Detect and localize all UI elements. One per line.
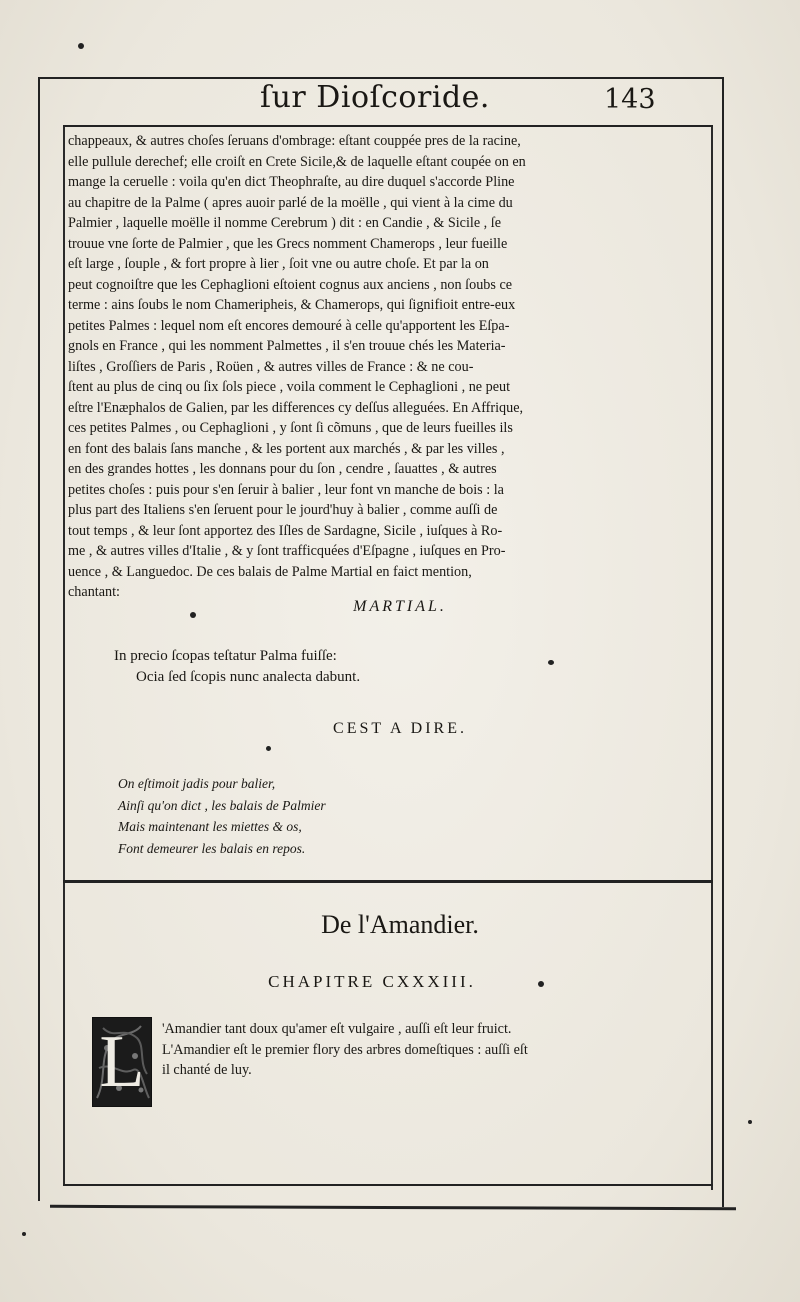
ink-speck — [548, 660, 554, 665]
passage-line: terme : ains ſoubs le nom Chameripheis, & Chamerops, qui ſignifioit entre-eux — [68, 297, 516, 313]
ink-speck — [266, 746, 271, 751]
section-title: De l'Amandier. — [321, 910, 479, 939]
quotation-attribution: MARTIAL. — [353, 598, 447, 615]
passage-line: chappeaux, & autres choſes ſeruans d'ombrage: eſtant couppée pres de la racine, — [68, 133, 521, 149]
ink-speck — [190, 612, 196, 618]
passage-line: liſtes , Groſſiers de Paris , Roüen , & autres villes de France : & ne cou- — [68, 358, 474, 375]
verse-line: Mais maintenant les miettes & os, — [118, 819, 302, 834]
chapter-line: L'Amandier eſt le premier flory des arbres domeſtiques : auſſi eſt — [162, 1041, 528, 1058]
ink-speck — [22, 1232, 26, 1236]
section-divider-rule — [63, 880, 713, 883]
ink-speck — [538, 981, 544, 987]
chapter-heading: CHAPITRE CXXXIII. — [268, 972, 476, 991]
passage-line: tout temps , & leur ſont apportez des Iſles de Sardagne, Sicile , iuſques à Ro- — [68, 522, 503, 539]
latin-epigram — [114, 646, 360, 688]
passage-line: petites choſes : puis pour s'en ſeruir à balier , leur font vn manche de bois : la — [68, 481, 504, 498]
passage-line: petites Palmes : lequel nom eſt encores demouré à celle qu'apportent les Eſpa- — [68, 317, 510, 334]
bottom-rule — [63, 1184, 713, 1186]
passage-line: elle pullule derechef; elle croiſt en Crete Sicile,& de laquelle eſtant coupée on en — [68, 153, 526, 170]
running-title: ſur Dioſcoride. — [260, 80, 490, 115]
french-verse — [118, 773, 326, 859]
latin-line: In precio ſcopas teſtatur Palma fuiſſe: — [114, 648, 337, 664]
outer-frame-right — [722, 77, 724, 1207]
outer-frame-left — [38, 77, 40, 1201]
ornamental-drop-cap — [92, 1017, 152, 1107]
page-number: 143 — [604, 84, 656, 115]
verse-line: On eſtimoit jadis pour balier, — [118, 776, 276, 791]
passage-line: mange la ceruelle : voila qu'en dict Theophraſte, au dire duquel s'accorde Pline — [68, 174, 515, 190]
drop-cap-letter: L — [99, 1021, 145, 1103]
chapter-line: 'Amandier tant doux qu'amer eſt vulgaire , auſſi eſt leur fruict. — [162, 1021, 512, 1037]
passage-line: plus part des Italiens s'en ſeruent pour le jourd'huy à balier , comme auſſi de — [68, 502, 498, 518]
outer-frame-bottom — [50, 1205, 736, 1210]
passage-line: ſtent au plus de cinq ou ſix ſols piece , voila comment le Cephaglioni , ne peut — [68, 379, 511, 395]
passage-line: ces petites Palmes , ou Cephaglioni , y ſont ſi cõmuns , que de leurs fueilles ils — [68, 420, 513, 436]
passage-line: Palmier , laquelle moëlle il nomme Cerebrum ) dit : en Candie , & Sicile , ſe — [68, 215, 502, 231]
inner-frame-left — [63, 125, 65, 1185]
passage-line: eſt large , ſouple , & fort propre à lier , ſoit vne ou autre choſe. Et par la on — [68, 256, 489, 272]
inner-frame-right — [711, 125, 713, 1190]
passage-line: au chapitre de la Palme ( apres auoir parlé de la moëlle , qui vient à la cime du — [68, 194, 513, 211]
chapter-line: il chanté de luy. — [162, 1062, 252, 1078]
passage-line: peut cognoiſtre que les Cephaglioni eſtoient cognus aux anciens , non ſoubs ce — [68, 276, 513, 293]
passage-line: gnols en France , qui les nomment Palmettes , il s'en trouue chés les Materia- — [68, 338, 506, 354]
header-rule — [63, 125, 713, 127]
passage-line: me , & autres villes d'Italie , & y ſont trafficquées d'Eſpagne , iuſques en Pro- — [68, 543, 506, 559]
passage-line: uence , & Languedoc. De ces balais de Palme Martial en faict mention, — [68, 563, 472, 580]
ink-speck — [78, 43, 84, 49]
passage-text — [68, 131, 708, 603]
chapter-text — [162, 1019, 710, 1081]
passage-line: eſtre l'Enæphalos de Galien, par les differences cy deſſus alleguées. En Affrique, — [68, 399, 524, 416]
passage-line: en des grandes hottes , les donnans pour du ſon , cendre , ſauattes , & autres — [68, 461, 497, 477]
latin-line: Ocia ſed ſcopis nunc analecta dabunt. — [136, 669, 361, 685]
passage-line: en font des balais ſans manche , & les portent aux marchés , & par les villes , — [68, 440, 505, 457]
ink-speck — [748, 1120, 752, 1124]
passage-line: trouue vne ſorte de Palmier , que les Grecs nomment Chamerops , leur fueille — [68, 235, 508, 252]
verse-line: Font demeurer les balais en repos. — [118, 840, 306, 856]
verse-line: Ainſi qu'on dict , les balais de Palmier — [118, 797, 326, 813]
translation-heading: CEST A DIRE. — [333, 720, 467, 737]
outer-frame-top — [38, 77, 724, 79]
passage-line: chantant: — [68, 584, 120, 600]
